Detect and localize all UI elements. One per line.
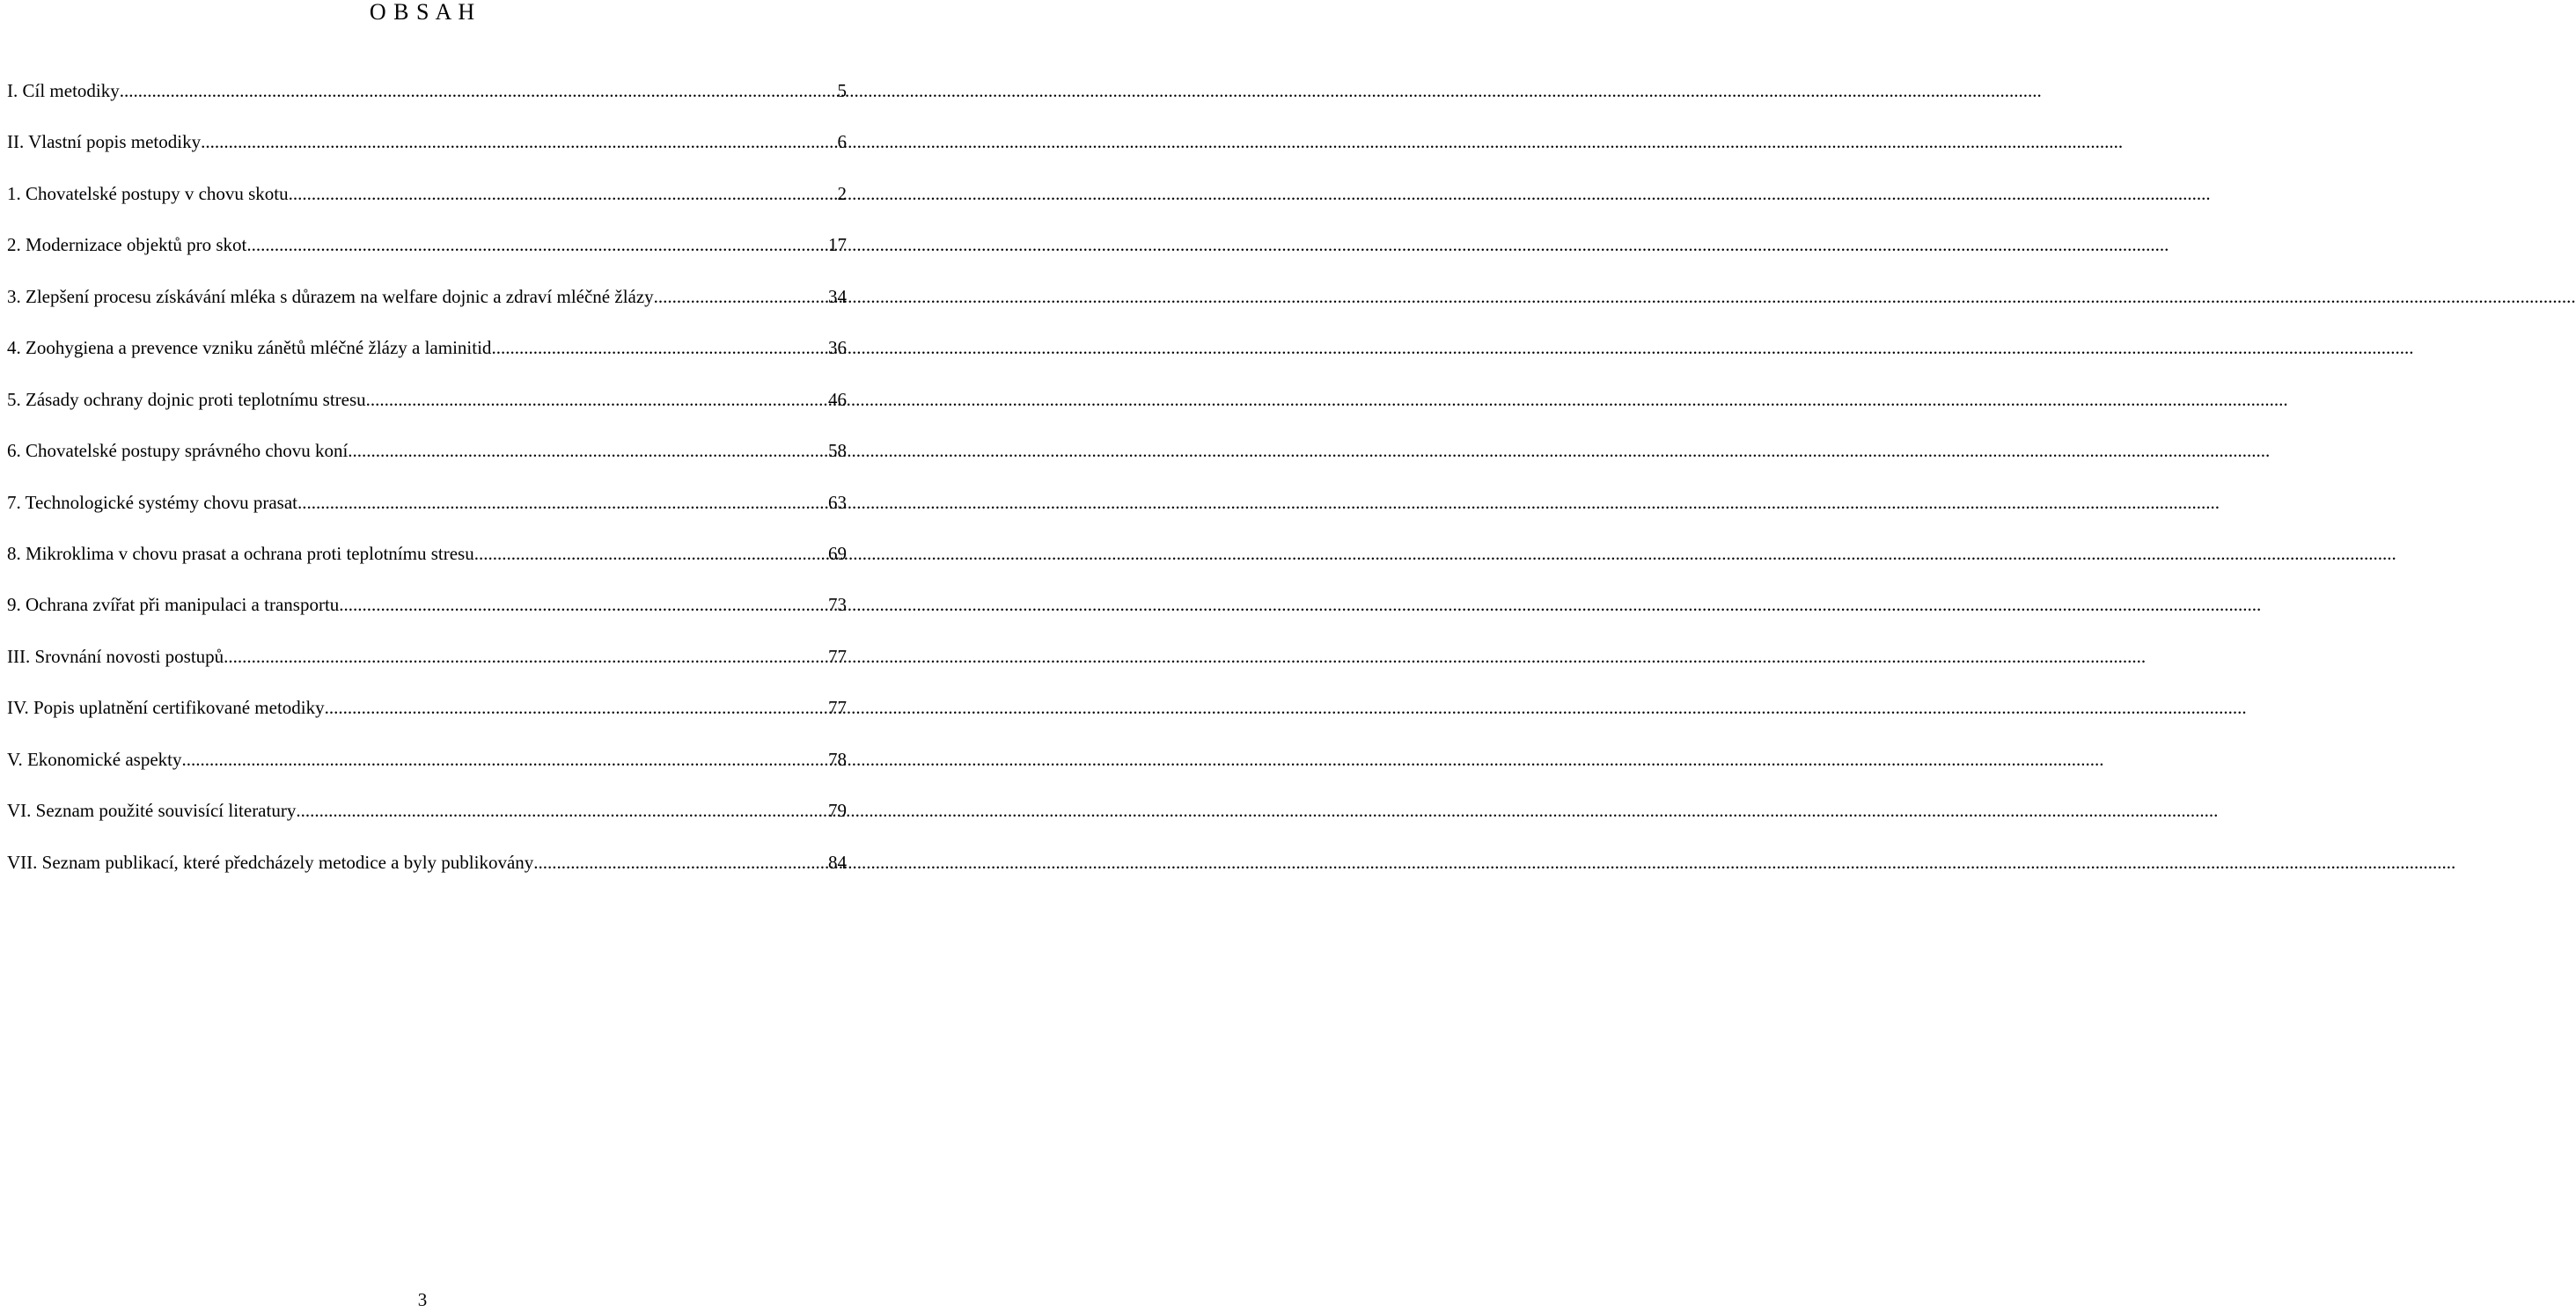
toc-entry-page: 36 [828, 337, 847, 359]
toc-dot-leader [224, 643, 825, 670]
toc-dot-leader [246, 231, 825, 258]
toc-entry-label: 5. Zásady ochrany dojnic proti teplotnímu stresu [7, 388, 366, 410]
toc-entry-label: 3. Zlepšení procesu získávání mléka s důrazem na welfare dojnic a zdraví mléčné žlázy [7, 285, 654, 307]
toc-entry[interactable] [7, 437, 847, 488]
toc-entry-label: VII. Seznam publikací, které předcházely metodice a byly publikovány [7, 851, 534, 873]
toc-entry-label: 4. Zoohygiena a prevence vzniku zánětů mléčné žlázy a laminitid [7, 337, 492, 359]
toc-dot-leader [289, 180, 834, 207]
toc-entry-page: 77 [828, 697, 847, 719]
toc-entry-label: IV. Popis uplatnění certifikované metodiky [7, 697, 325, 719]
toc-entry-label: 7. Technologické systémy chovu prasat [7, 491, 297, 513]
toc-entry-page: 6 [837, 131, 847, 153]
toc-entry-label: 1. Chovatelské postupy v chovu skotu [7, 182, 289, 204]
toc-entry[interactable] [7, 694, 847, 745]
toc-dot-leader [491, 334, 825, 361]
toc-dot-leader [339, 591, 825, 618]
toc-entry-label: V. Ekonomické aspekty [7, 748, 182, 770]
toc-entry-label: I. Cíl metodiky [7, 80, 120, 101]
toc-entry[interactable] [7, 540, 847, 591]
toc-entry[interactable] [7, 77, 847, 128]
toc-entry-page: 79 [828, 800, 847, 822]
toc-entry[interactable] [7, 283, 847, 334]
toc-dot-leader [366, 386, 825, 413]
toc-entry-page: 2 [837, 182, 847, 204]
toc-dot-leader [182, 746, 826, 773]
toc-entry-page: 77 [828, 645, 847, 667]
toc-entry-page: 5 [837, 80, 847, 101]
toc-entry-page: 84 [828, 851, 847, 873]
toc-entry-page: 69 [828, 542, 847, 564]
toc-entry[interactable] [7, 386, 847, 437]
toc-entry-label: 8. Mikroklima v chovu prasat a ochrana proti teplotnímu stresu [7, 542, 474, 564]
toc-dot-leader [533, 849, 825, 876]
page-number: 3 [417, 1289, 428, 1310]
toc-entry-label: 9. Ochrana zvířat při manipulaci a transportu [7, 594, 340, 616]
toc-entry-label: VI. Seznam použité souvisící literatury [7, 800, 297, 822]
toc-entry-page: 73 [828, 594, 847, 616]
toc-entry-page: 63 [828, 491, 847, 513]
toc-entry[interactable] [7, 180, 847, 231]
toc-entry[interactable] [7, 591, 847, 642]
toc-dot-leader [654, 283, 825, 310]
toc-entry[interactable] [7, 489, 847, 540]
toc-entry[interactable] [7, 128, 847, 180]
toc-entry-page: 34 [828, 285, 847, 307]
toc-entry[interactable] [7, 334, 847, 385]
toc-dot-leader [348, 437, 825, 464]
toc-dot-leader [120, 77, 834, 104]
document-page [0, 0, 845, 1312]
toc-entry-label: 2. Modernizace objektů pro skot [7, 234, 247, 256]
toc-entry-page: 46 [828, 388, 847, 410]
toc-dot-leader [325, 694, 825, 721]
toc-entry[interactable] [7, 231, 847, 282]
toc-entry-label: 6. Chovatelské postupy správného chovu koní [7, 440, 349, 462]
table-of-contents [7, 77, 847, 900]
toc-dot-leader [201, 128, 833, 155]
toc-dot-leader [296, 797, 825, 824]
toc-entry-page: 58 [828, 440, 847, 462]
toc-entry[interactable] [7, 849, 847, 900]
toc-dot-leader [297, 489, 825, 516]
toc-entry-page: 78 [828, 748, 847, 770]
toc-entry[interactable] [7, 746, 847, 797]
toc-entry[interactable] [7, 797, 847, 848]
toc-entry[interactable] [7, 643, 847, 694]
toc-entry-page: 17 [828, 234, 847, 256]
page-title: O B S A H [369, 0, 476, 25]
toc-entry-label: III. Srovnání novosti postupů [7, 645, 224, 667]
toc-dot-leader [474, 540, 825, 567]
toc-entry-label: II. Vlastní popis metodiky [7, 131, 202, 153]
